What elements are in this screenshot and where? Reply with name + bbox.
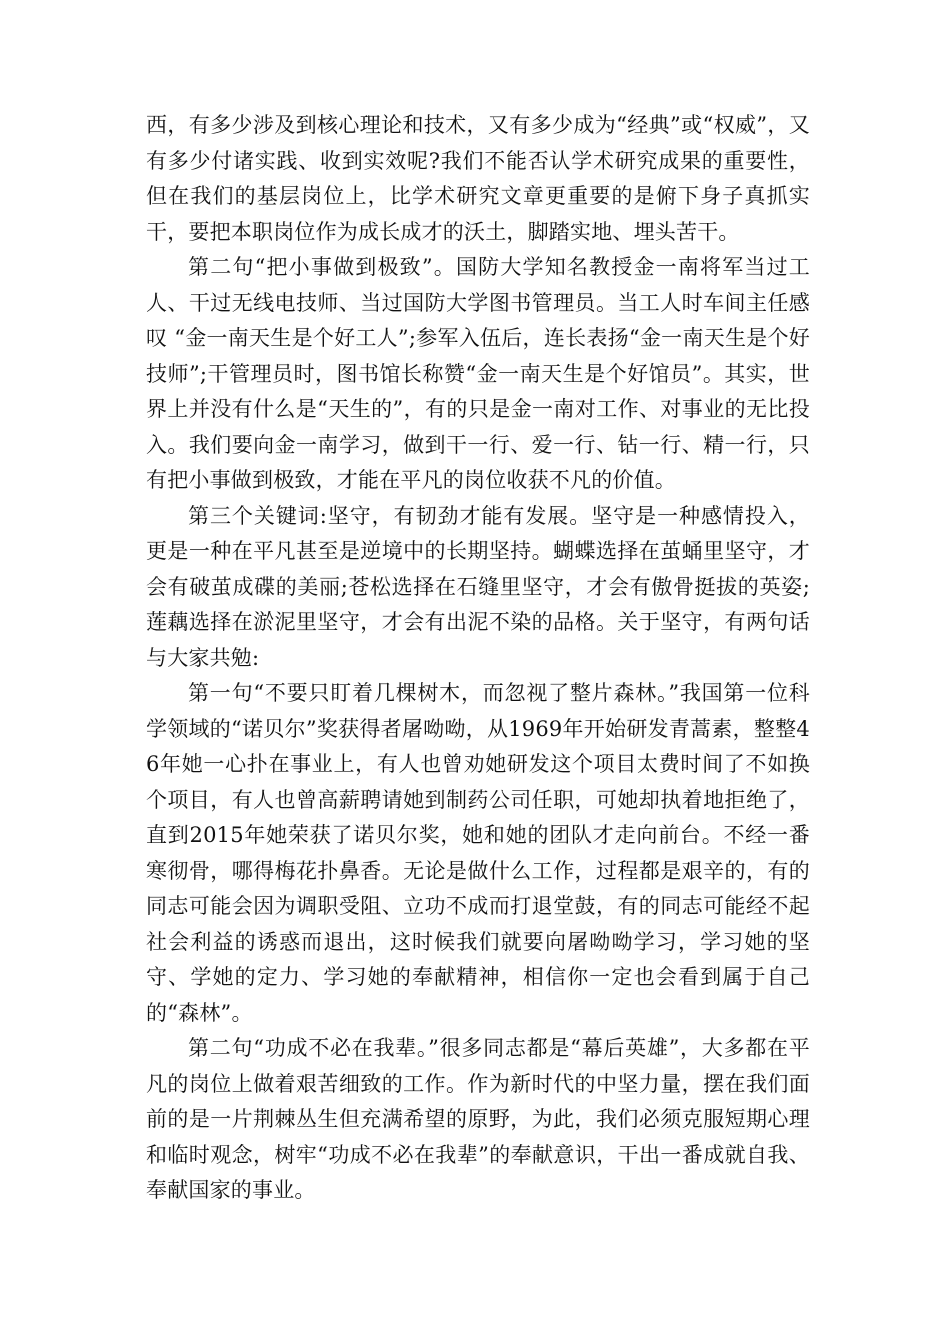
paragraph-continuation: 西，有多少涉及到核心理论和技术，又有多少成为“经典”或“权威”，又有多少付诸实践、收到实效呢?我们不能否认学术研究成果的重要性，但在我们的基层岗位上，比学术研究文章更重要的是俯下身子真抓实干，要把本职岗位作为成长成才的沃土，脚踏实地、埋头苦干。 bbox=[146, 113, 810, 244]
paragraph-second-sentence-small-things: 第二句“把小事做到极致”。国防大学知名教授金一南将军当过工人、干过无线电技师、当过国防大学图书管理员。当工人时车间主任感叹 “金一南天生是个好工人”;参军入伍后，连长表扬“金一南天生是个好技师”;干管理员时，图书馆长称赞“金一南天生是个好馆员”。其实，世界上并没有什么是“天生的”，有的只是金一南对工作、对事业的无比投入。我们要向金一南学习，做到干一行、爱一行、钻一行、精一行，只有把小事做到极致，才能在平凡的岗位收获不凡的价值。 bbox=[146, 255, 810, 492]
paragraph-second-sentence-success: 第二句“功成不必在我辈。”很多同志都是“幕后英雄”，大多都在平凡的岗位上做着艰苦细致的工作。作为新时代的中坚力量，摆在我们面前的是一片荆棘丛生但充满希望的原野，为此，我们必须克服短期心理和临时观念，树牢“功成不必在我辈”的奉献意识，干出一番成就自我、奉献国家的事业。 bbox=[146, 1036, 810, 1202]
paragraph-first-sentence-forest: 第一句“不要只盯着几棵树木，而忽视了整片森林。”我国第一位科学领域的“诺贝尔”奖获得者屠呦呦，从1969年开始研发青蒿素，整整46年她一心扑在事业上，有人也曾劝她研发这个项目太费时间了不如换个项目，有人也曾高薪聘请她到制药公司任职，可她却执着地拒绝了，直到2015年她荣获了诺贝尔奖，她和她的团队才走向前台。不经一番寒彻骨，哪得梅花扑鼻香。无论是做什么工作，过程都是艰辛的，有的同志可能会因为调职受阻、立功不成而打退堂鼓，有的同志可能经不起社会利益的诱惑而退出，这时候我们就要向屠呦呦学习，学习她的坚守、学她的定力、学习她的奉献精神，相信你一定也会看到属于自己的“森林”。 bbox=[146, 681, 810, 1025]
document-body bbox=[146, 108, 810, 1209]
paragraph-third-keyword-persistence: 第三个关键词:坚守，有韧劲才能有发展。坚守是一种感情投入，更是一种在平凡甚至是逆境中的长期坚持。蝴蝶选择在茧蛹里坚守，才会有破茧成碟的美丽;苍松选择在石缝里坚守，才会有傲骨挺拔的英姿;莲藕选择在淤泥里坚守，才会有出泥不染的品格。关于坚守，有两句话与大家共勉: bbox=[146, 503, 810, 670]
